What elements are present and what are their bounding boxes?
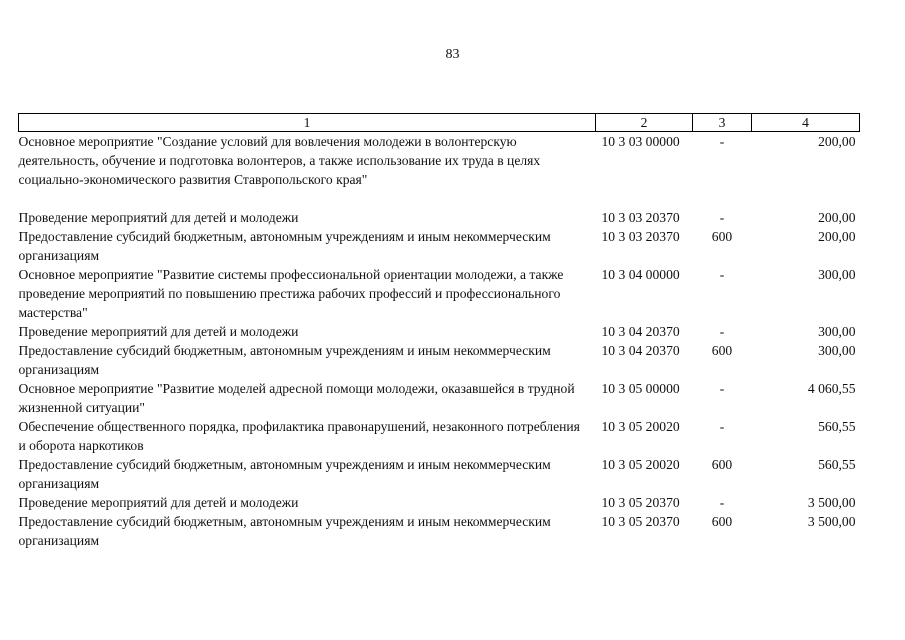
row-code: 10 3 05 00000 xyxy=(601,381,680,396)
row-amount: 560,55 xyxy=(818,419,856,434)
row-type: - xyxy=(719,419,725,434)
table-row xyxy=(19,379,860,417)
row-name: Основное мероприятие "Создание условий для вовлечения молодежи в волонтерскую деятельность, обучение и подготовка волонтеров, а также использование их труда в целях социально-экономического развития Ставропольского края" xyxy=(18,134,541,187)
row-amount: 560,55 xyxy=(818,457,856,472)
row-amount: 200,00 xyxy=(818,210,856,225)
row-name: Предоставление субсидий бюджетным, автономным учреждениям и иным некоммерческим организациям xyxy=(18,343,551,377)
row-amount: 300,00 xyxy=(818,324,856,339)
row-name: Предоставление субсидий бюджетным, автономным учреждениям и иным некоммерческим организациям xyxy=(18,229,551,263)
row-name: Обеспечение общественного порядка, профилактика правонарушений, незаконного потребления и оборота наркотиков xyxy=(18,419,580,453)
column-header-3: 3 xyxy=(693,114,752,132)
row-code: 10 3 03 20370 xyxy=(601,229,680,244)
row-code: 10 3 04 20370 xyxy=(601,343,680,358)
table-row xyxy=(19,227,860,265)
row-spacer xyxy=(19,189,860,208)
row-type: - xyxy=(719,267,725,282)
row-code: 10 3 04 20370 xyxy=(601,324,680,339)
table-row xyxy=(19,417,860,455)
row-amount: 4 060,55 xyxy=(807,381,856,396)
row-amount: 300,00 xyxy=(818,267,856,282)
column-header-4: 4 xyxy=(752,114,860,132)
table-row xyxy=(19,322,860,341)
row-code: 10 3 05 20370 xyxy=(601,514,680,529)
row-name: Основное мероприятие "Развитие моделей адресной помощи молодежи, оказавшейся в трудной жизненной ситуации" xyxy=(18,381,575,415)
table-row xyxy=(19,512,860,550)
row-type: - xyxy=(719,381,725,396)
row-amount: 200,00 xyxy=(818,229,856,244)
row-code: 10 3 05 20020 xyxy=(601,457,680,472)
table-row xyxy=(19,455,860,493)
row-type: 600 xyxy=(711,343,733,358)
row-name: Проведение мероприятий для детей и молодежи xyxy=(18,324,299,339)
row-amount: 3 500,00 xyxy=(807,495,856,510)
row-amount: 3 500,00 xyxy=(807,514,856,529)
row-type: - xyxy=(719,324,725,339)
row-code: 10 3 04 00000 xyxy=(601,267,680,282)
row-code: 10 3 05 20020 xyxy=(601,419,680,434)
row-name: Предоставление субсидий бюджетным, автономным учреждениям и иным некоммерческим организациям xyxy=(18,514,551,548)
table-row xyxy=(19,265,860,322)
table-row xyxy=(19,493,860,512)
table-header-row xyxy=(19,114,860,132)
row-type: 600 xyxy=(711,514,733,529)
row-name: Предоставление субсидий бюджетным, автономным учреждениям и иным некоммерческим организациям xyxy=(18,457,551,491)
row-code: 10 3 03 00000 xyxy=(601,134,680,149)
row-code: 10 3 03 20370 xyxy=(601,210,680,225)
column-header-1: 1 xyxy=(19,114,596,132)
row-type: 600 xyxy=(711,229,733,244)
row-amount: 200,00 xyxy=(818,134,856,149)
row-name: Проведение мероприятий для детей и молодежи xyxy=(18,210,299,225)
row-name: Проведение мероприятий для детей и молодежи xyxy=(18,495,299,510)
row-code: 10 3 05 20370 xyxy=(601,495,680,510)
row-type: - xyxy=(719,210,725,225)
row-type: - xyxy=(719,134,725,149)
row-amount: 300,00 xyxy=(818,343,856,358)
table-row xyxy=(19,132,860,190)
row-type: 600 xyxy=(711,457,733,472)
table-row xyxy=(19,208,860,227)
row-type: - xyxy=(719,495,725,510)
table-row xyxy=(19,341,860,379)
row-name: Основное мероприятие "Развитие системы профессиональной ориентации молодежи, а также проведение мероприятий по повышению престижа рабочих профессий и профессионального мастерства" xyxy=(18,267,564,320)
column-header-2: 2 xyxy=(596,114,693,132)
budget-table xyxy=(18,113,860,550)
page-number: 83 xyxy=(445,47,460,62)
